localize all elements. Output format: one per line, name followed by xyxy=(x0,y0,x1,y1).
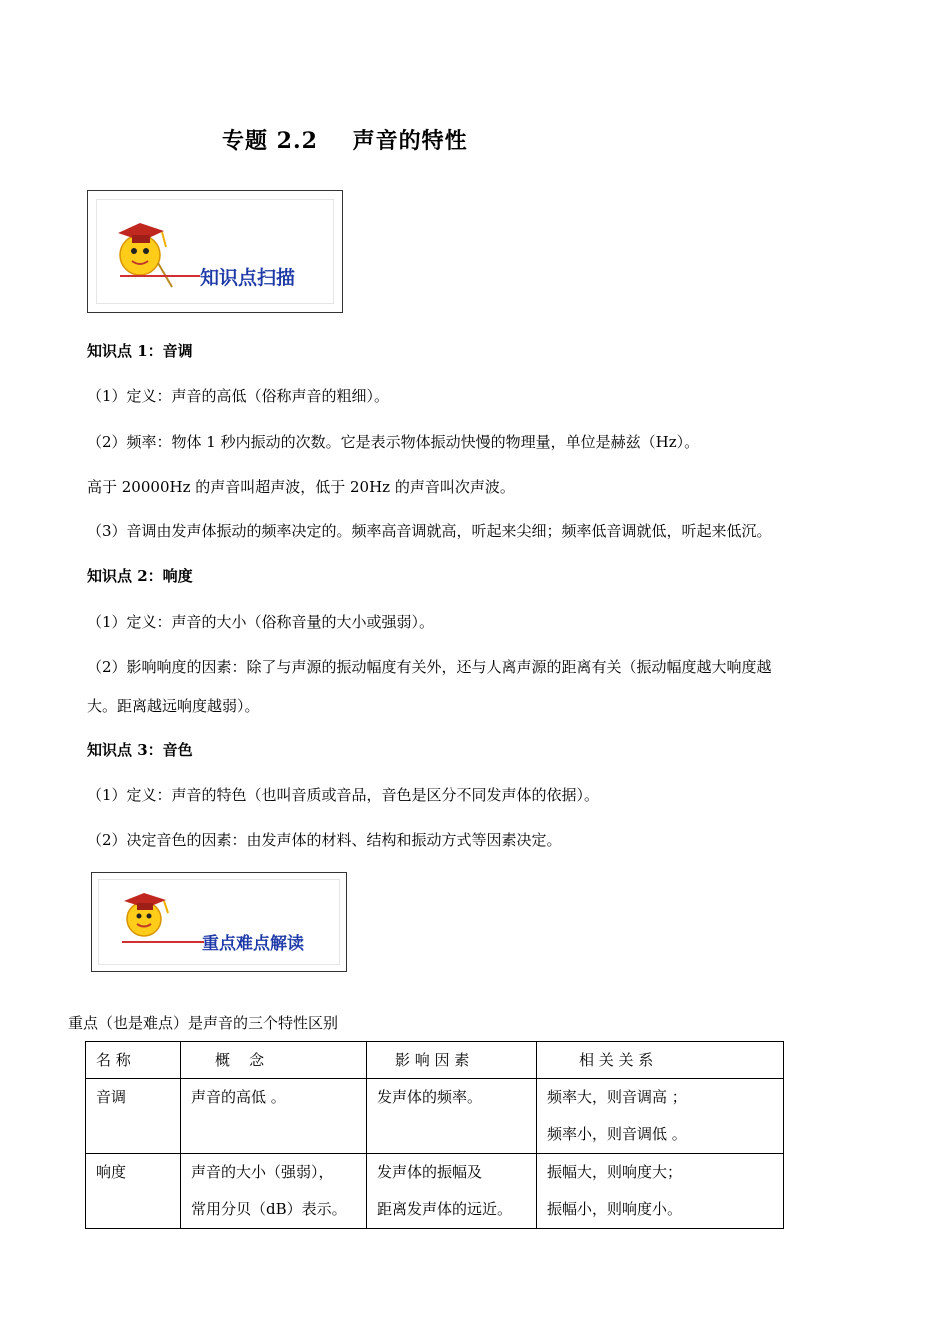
sound-characteristics-table xyxy=(85,1041,784,1229)
relation-line: 振幅大，则响度大； xyxy=(547,1163,683,1181)
kp1-heading: 知识点 1：音调 xyxy=(87,342,193,360)
knowledge-scan-banner xyxy=(87,190,343,313)
row-name: 音调 xyxy=(86,1079,181,1154)
factor-line: 距离发声体的远近。 xyxy=(377,1200,513,1218)
kp2-line: 大。距离越远响度越弱）。 xyxy=(87,697,260,715)
relation-line: 频率大，则音调高 ； xyxy=(547,1088,687,1106)
kp2-line: （2）影响响度的因素：除了与声源的振动幅度有关外，还与人离声源的距离有关（振动幅度越大响度越 xyxy=(87,658,772,676)
concept-line: 声音的高低 。 xyxy=(191,1088,286,1106)
kp1-line: （1）定义：声音的高低（俗称声音的粗细）。 xyxy=(87,387,390,405)
kp2-heading: 知识点 2：响度 xyxy=(87,567,193,585)
key-points-banner xyxy=(91,872,347,972)
kp1-line: 高于 20000Hz 的声音叫超声波，低于 20Hz 的声音叫次声波。 xyxy=(87,478,515,496)
factor-line: 发声体的振幅及 xyxy=(377,1163,483,1181)
header-cell: 概 念 xyxy=(181,1042,367,1079)
table-intro: 重点（也是难点）是声音的三个特性区别 xyxy=(68,1014,339,1032)
kp3-heading: 知识点 3：音色 xyxy=(87,741,193,759)
factor-line: 发声体的频率。 xyxy=(377,1088,483,1106)
table-header-row xyxy=(86,1042,784,1079)
kp3-line: （1）定义：声音的特色（也叫音质或音品，音色是区分不同发声体的依据）。 xyxy=(87,786,600,804)
row-name: 响度 xyxy=(86,1154,181,1229)
banner-title: 重点难点解读 xyxy=(202,934,304,954)
kp1-line: （3）音调由发声体振动的频率决定的。频率高音调就高，听起来尖细；频率低音调就低，听起来低沉。 xyxy=(87,522,772,540)
relation-line: 频率小，则音调低 。 xyxy=(547,1125,687,1143)
concept-line: 声音的大小（强弱）， xyxy=(191,1163,334,1181)
table-row xyxy=(86,1079,784,1154)
header-cell: 名 称 xyxy=(86,1042,181,1079)
concept-line: 常用分贝（dB）表示。 xyxy=(191,1200,347,1218)
header-cell: 相 关 关 系 xyxy=(537,1042,784,1079)
header-cell: 影 响 因 素 xyxy=(367,1042,537,1079)
graduate-mascot-icon xyxy=(88,191,342,312)
banner-title: 知识点扫描 xyxy=(200,267,296,289)
relation-line: 振幅小，则响度小。 xyxy=(547,1200,683,1218)
table-row xyxy=(86,1154,784,1229)
kp1-line: （2）频率：物体 1 秒内振动的次数。它是表示物体振动快慢的物理量，单位是赫兹（Hz）。 xyxy=(87,433,700,451)
kp3-line: （2）决定音色的因素：由发声体的材料、结构和振动方式等因素决定。 xyxy=(87,831,562,849)
graduate-mascot-icon xyxy=(92,873,346,971)
page-title: 专题 2.2 声音的特性 xyxy=(222,128,468,154)
kp2-line: （1）定义：声音的大小（俗称音量的大小或强弱）。 xyxy=(87,613,435,631)
